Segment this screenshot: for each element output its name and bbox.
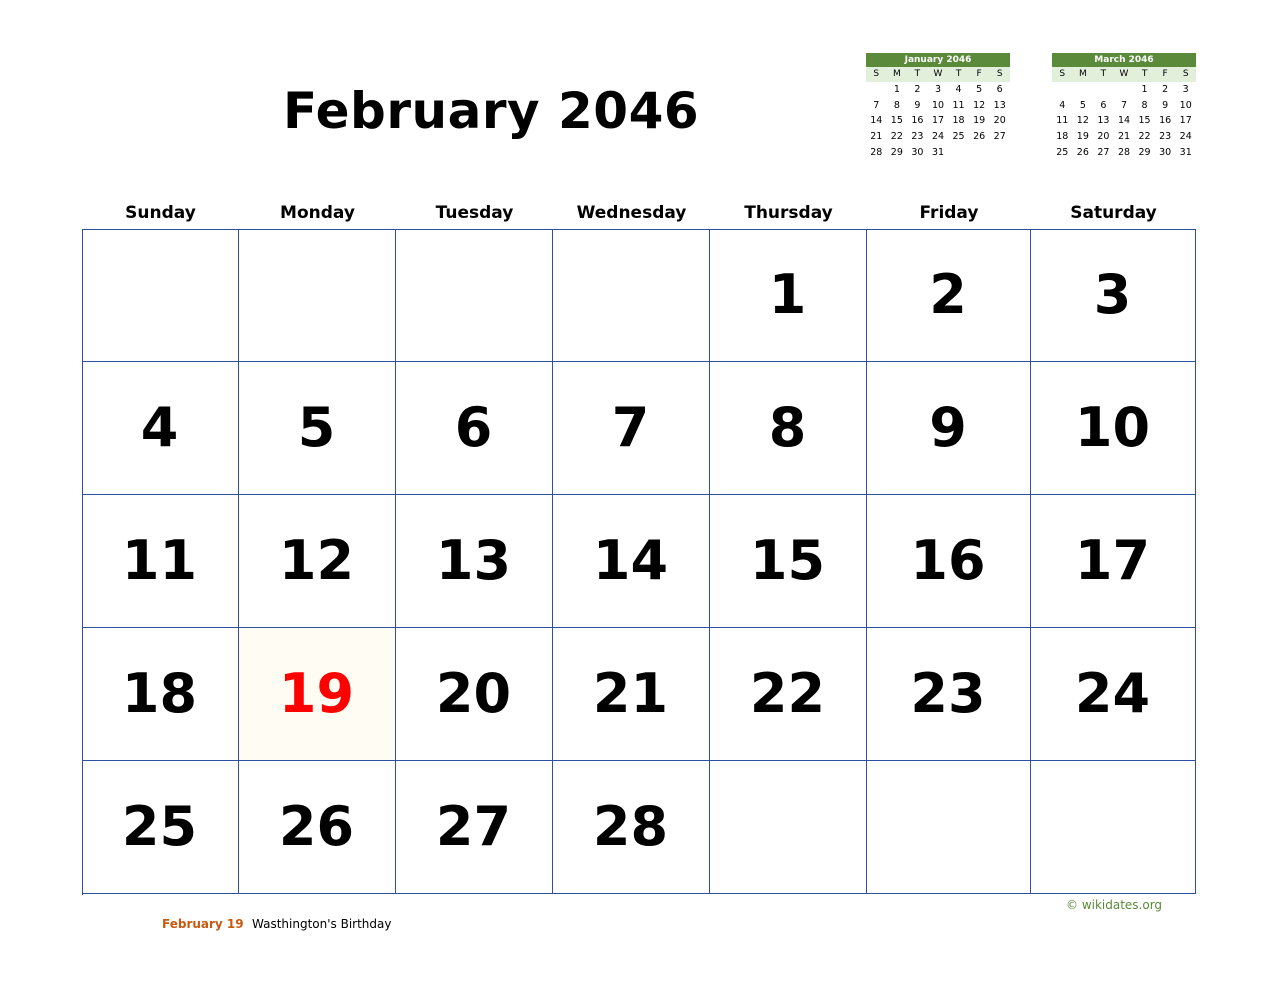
mini-day: 7: [1120, 99, 1128, 111]
day-number: 15: [749, 528, 826, 592]
day-cell[interactable]: [867, 628, 1031, 761]
day-cell[interactable]: [239, 495, 396, 628]
day-number: 24: [1074, 662, 1151, 726]
empty-day-cell: [396, 229, 553, 362]
mini-weekday-label: T: [1100, 69, 1107, 79]
mini-day: 26: [973, 131, 986, 143]
day-number: 18: [121, 662, 198, 726]
day-cell[interactable]: [82, 362, 239, 495]
day-number: 7: [611, 395, 650, 459]
day-cell[interactable]: [239, 362, 396, 495]
day-cell[interactable]: [82, 628, 239, 761]
day-number: 3: [1093, 262, 1132, 326]
mini-day: 22: [890, 131, 903, 143]
day-cell[interactable]: [710, 628, 867, 761]
mini-day: 31: [1179, 146, 1192, 158]
mini-day: 3: [934, 84, 942, 95]
mini-day: 29: [890, 146, 903, 158]
mini-weekday-label: W: [933, 69, 943, 79]
mini-weekday-label: F: [976, 69, 982, 79]
mini-day: 5: [976, 84, 983, 95]
day-number: 12: [278, 528, 355, 592]
mini-day: [1093, 82, 1114, 98]
mini-day: 3: [1182, 84, 1189, 95]
mini-calendar-previous-month: [866, 53, 1010, 160]
mini-day: 30: [911, 146, 924, 158]
mini-day: 12: [1076, 115, 1089, 127]
day-number: 27: [435, 795, 512, 859]
mini-weekday-label: F: [1162, 69, 1168, 79]
mini-calendar-weekday-header: [866, 67, 1010, 82]
mini-week-row: [866, 82, 1010, 98]
day-number: 21: [592, 662, 669, 726]
mini-day: 23: [911, 131, 924, 143]
mini-week-row: [866, 98, 1010, 114]
mini-day: 11: [952, 99, 965, 111]
day-number: 22: [749, 662, 826, 726]
month-grid: [82, 229, 1196, 895]
mini-day: 20: [1097, 131, 1110, 143]
mini-day: 13: [1097, 115, 1110, 127]
mini-day: [866, 82, 887, 98]
mini-day: 2: [914, 84, 921, 95]
empty-day-cell: [710, 761, 867, 894]
mini-day: 25: [952, 131, 965, 143]
empty-day-cell: [82, 229, 239, 362]
day-cell[interactable]: [553, 495, 710, 628]
day-number: 23: [910, 662, 986, 726]
day-cell[interactable]: [553, 362, 710, 495]
day-number: 10: [1074, 395, 1151, 459]
day-number: 17: [1074, 528, 1151, 592]
mini-weekday-label: S: [1059, 69, 1066, 79]
mini-day: 14: [1117, 115, 1131, 127]
empty-day-cell: [553, 229, 710, 362]
mini-week-row: [866, 113, 1010, 129]
mini-day: 19: [973, 115, 986, 127]
day-cell[interactable]: [1031, 495, 1196, 628]
weekday-label-wednesday: Wednesday: [576, 203, 687, 223]
mini-day: 9: [1162, 99, 1169, 111]
day-cell[interactable]: [710, 229, 867, 362]
mini-weekday-label: W: [1119, 69, 1129, 79]
mini-day: 16: [1159, 115, 1172, 127]
mini-day: [1052, 82, 1073, 98]
mini-calendar-next-month: [1052, 53, 1196, 160]
mini-day: 8: [1141, 99, 1148, 111]
day-cell[interactable]: [82, 495, 239, 628]
mini-weekday-label: S: [1182, 69, 1189, 79]
day-cell[interactable]: [553, 628, 710, 761]
mini-day: 6: [1100, 99, 1107, 111]
day-cell[interactable]: [396, 362, 553, 495]
day-number: 9: [929, 395, 967, 459]
mini-day: 17: [931, 115, 945, 127]
mini-day: [948, 145, 969, 161]
mini-week-row: [1052, 145, 1196, 161]
mini-calendar-title: March 2046: [1052, 53, 1196, 67]
weekday-label-tuesday: Tuesday: [435, 203, 514, 223]
weekday-label-saturday: Saturday: [1070, 203, 1157, 223]
mini-week-row: [1052, 129, 1196, 145]
mini-day: [1114, 82, 1135, 98]
mini-day: 21: [870, 131, 883, 143]
day-cell[interactable]: [1031, 362, 1196, 495]
mini-day: 27: [993, 131, 1006, 143]
mini-day: 25: [1056, 146, 1069, 158]
mini-calendar-weekday-header: [1052, 67, 1196, 82]
mini-week-row: [866, 129, 1010, 145]
weekday-label-friday: Friday: [919, 203, 979, 223]
mini-day: 1: [893, 84, 900, 95]
mini-day: 24: [1179, 131, 1192, 143]
mini-day: 19: [1076, 131, 1089, 143]
mini-day: 30: [1159, 146, 1172, 158]
day-cell[interactable]: [710, 362, 867, 495]
day-number: 2: [929, 262, 967, 326]
mini-weekday-label: M: [1078, 69, 1087, 79]
mini-day: 20: [993, 115, 1006, 127]
day-number: 28: [592, 795, 669, 859]
mini-week-row: [866, 145, 1010, 161]
mini-day: [989, 145, 1010, 161]
mini-weekday-label: S: [996, 69, 1003, 79]
mini-day: 4: [955, 84, 962, 95]
mini-day: [1073, 82, 1094, 98]
weekday-header-row: [82, 200, 1196, 226]
day-number: 5: [297, 395, 336, 459]
mini-day: 22: [1138, 131, 1151, 143]
mini-day: 11: [1056, 115, 1069, 127]
day-number: 1: [768, 262, 807, 326]
mini-day: 18: [952, 115, 965, 127]
mini-day: 2: [1162, 84, 1169, 95]
mini-week-row: [1052, 113, 1196, 129]
day-number: 25: [121, 795, 198, 859]
empty-day-cell: [1031, 761, 1196, 894]
calendar-title: February 2046: [283, 82, 700, 140]
day-number: 4: [140, 395, 179, 459]
mini-day: 12: [973, 99, 986, 111]
mini-calendar-body: [866, 82, 1010, 160]
day-cell[interactable]: [396, 495, 553, 628]
mini-day: 9: [914, 99, 921, 111]
mini-day: 7: [873, 99, 880, 111]
day-cell[interactable]: [396, 761, 553, 894]
mini-day: 17: [1179, 115, 1192, 127]
day-number: 14: [592, 528, 669, 592]
empty-day-cell: [867, 761, 1031, 894]
mini-weekday-label: T: [955, 69, 962, 79]
day-number: 16: [910, 528, 986, 592]
credit-text: © wikidates.org: [1066, 898, 1163, 912]
day-number: 8: [768, 395, 807, 459]
mini-weekday-label: T: [914, 69, 921, 79]
day-number: 6: [454, 395, 493, 459]
day-cell[interactable]: [82, 761, 239, 894]
weekday-label-monday: Monday: [280, 203, 355, 223]
mini-weekday-label: M: [892, 69, 901, 79]
weekday-label-thursday: Thursday: [744, 203, 833, 223]
mini-day: 15: [1138, 115, 1151, 127]
mini-weekday-label: S: [873, 69, 880, 79]
mini-day: 8: [893, 99, 900, 111]
mini-day: 16: [911, 115, 924, 127]
day-cell[interactable]: [396, 628, 553, 761]
mini-day: 24: [931, 131, 945, 143]
mini-day: 10: [1179, 99, 1192, 111]
mini-day: 21: [1117, 131, 1131, 143]
day-cell[interactable]: [867, 495, 1031, 628]
mini-day: 23: [1159, 131, 1172, 143]
day-cell[interactable]: [867, 362, 1031, 495]
day-cell[interactable]: [1031, 628, 1196, 761]
mini-day: 4: [1059, 99, 1066, 111]
mini-day: 14: [870, 115, 883, 127]
mini-day: 28: [870, 146, 883, 158]
day-cell[interactable]: [710, 495, 867, 628]
mini-week-row: [1052, 98, 1196, 114]
empty-day-cell: [239, 229, 396, 362]
mini-day: [969, 145, 990, 161]
day-cell[interactable]: [239, 761, 396, 894]
day-number: 26: [278, 795, 355, 859]
mini-day: 10: [931, 99, 945, 111]
mini-weekday-label: T: [1141, 69, 1148, 79]
mini-calendar-title: January 2046: [866, 53, 1010, 67]
day-cell[interactable]: [239, 628, 396, 761]
day-number: 13: [435, 528, 512, 592]
mini-day: 26: [1076, 146, 1089, 158]
day-cell[interactable]: [867, 229, 1031, 362]
mini-day: 13: [993, 99, 1006, 111]
mini-day: 1: [1141, 84, 1148, 95]
mini-day: 18: [1056, 131, 1069, 143]
mini-day: 6: [996, 84, 1003, 95]
mini-day: 27: [1097, 146, 1110, 158]
holiday-date: February 19: [162, 917, 244, 931]
mini-day: 31: [931, 146, 945, 158]
day-number: 11: [121, 528, 198, 592]
mini-calendar-body: [1052, 82, 1196, 160]
mini-day: 29: [1138, 146, 1151, 158]
holiday-name: Wasthington's Birthday: [252, 917, 392, 931]
mini-day: 5: [1079, 99, 1086, 111]
weekday-label-sunday: Sunday: [125, 203, 196, 223]
mini-day: 15: [890, 115, 903, 127]
mini-day: 28: [1117, 146, 1131, 158]
mini-week-row: [1052, 82, 1196, 98]
day-cell[interactable]: [1031, 229, 1196, 362]
day-number: 19: [278, 662, 355, 726]
day-number: 20: [435, 662, 512, 726]
day-cell[interactable]: [553, 761, 710, 894]
